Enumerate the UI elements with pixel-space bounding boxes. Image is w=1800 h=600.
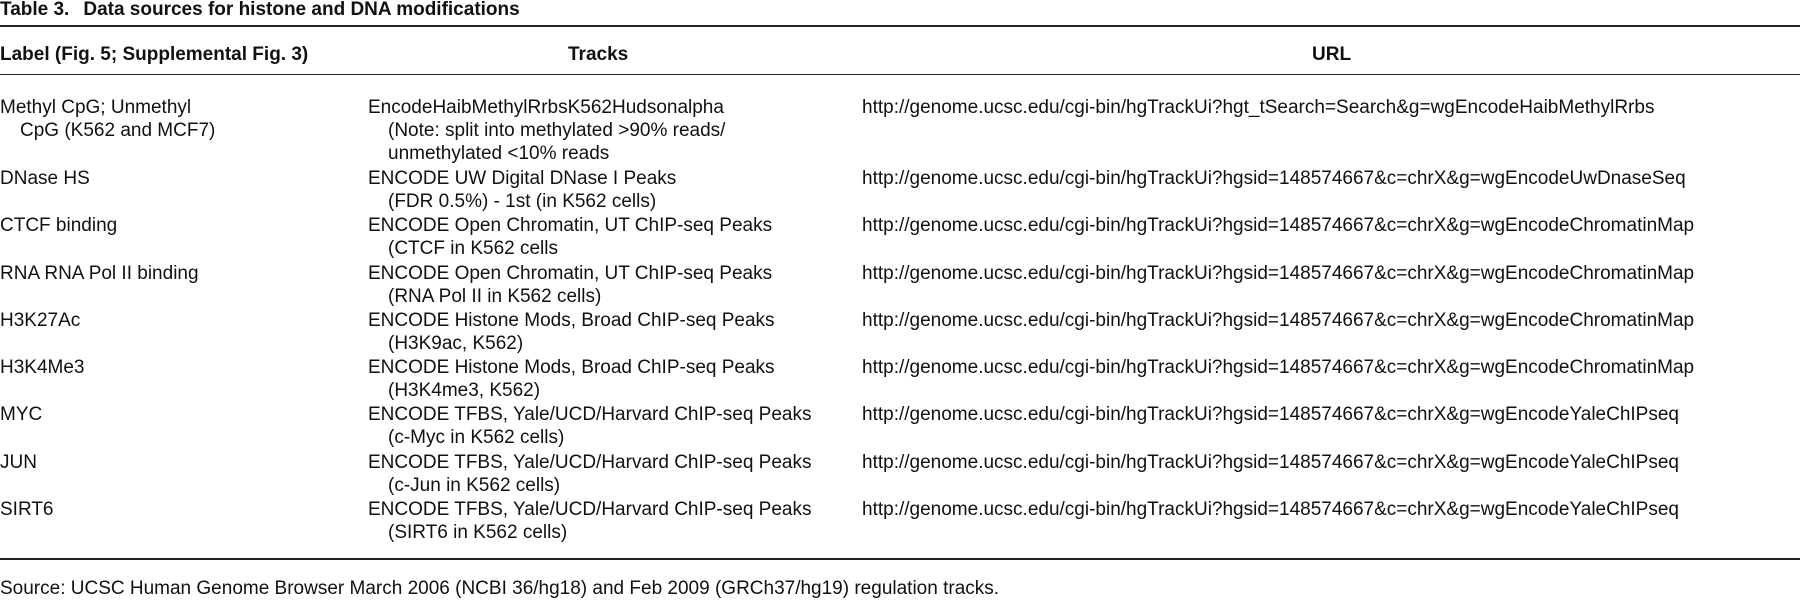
row-label-line: Methyl CpG; Unmethyl	[0, 97, 192, 118]
row-label	[0, 356, 350, 379]
row-tracks-line: (H3K4me3, K562)	[388, 380, 541, 402]
table-row	[0, 214, 1800, 261]
column-header-label: Label (Fig. 5; Supplemental Fig. 3)	[0, 44, 309, 65]
table-row	[0, 403, 1800, 450]
row-tracks	[368, 262, 848, 308]
row-tracks-line: ENCODE Histone Mods, Broad ChIP-seq Peaks	[368, 357, 775, 379]
source-note: Source: UCSC Human Genome Browser March 2006 (NCBI 36/hg18) and Feb 2009 (GRCh37/hg19) regulation tracks.	[0, 578, 1000, 599]
row-url-link[interactable]: http://genome.ucsc.edu/cgi-bin/hgTrackUi?hgsid=148574667&c=chrX&g=wgEncodeUwDnaseSeq	[862, 168, 1686, 189]
row-url-link[interactable]: http://genome.ucsc.edu/cgi-bin/hgTrackUi?hgsid=148574667&c=chrX&g=wgEncodeYaleChIPseq	[862, 451, 1679, 473]
table-row	[0, 309, 1800, 356]
table-number: Table 3.	[0, 0, 70, 20]
row-tracks-line: (CTCF in K562 cells	[388, 238, 558, 260]
row-tracks-line: ENCODE TFBS, Yale/UCD/Harvard ChIP-seq Peaks	[368, 451, 812, 473]
row-tracks	[368, 498, 848, 544]
row-tracks-line: ENCODE Open Chromatin, UT ChIP-seq Peaks	[368, 215, 773, 237]
table-body	[0, 96, 1800, 545]
row-tracks	[368, 451, 848, 497]
table-caption	[0, 0, 520, 20]
row-label	[0, 309, 350, 332]
row-tracks-line: ENCODE Open Chromatin, UT ChIP-seq Peaks	[368, 262, 773, 284]
row-tracks-line: (c-Jun in K562 cells)	[388, 474, 561, 496]
row-label	[0, 96, 350, 142]
row-label-line: SIRT6	[0, 499, 54, 521]
bottom-rule	[0, 558, 1800, 560]
column-header-url: URL	[1312, 44, 1352, 65]
row-tracks-line: ENCODE TFBS, Yale/UCD/Harvard ChIP-seq Peaks	[368, 499, 812, 521]
row-label	[0, 167, 350, 190]
top-rule	[0, 25, 1800, 27]
row-label-line: DNase HS	[0, 168, 90, 189]
row-label-line: JUN	[0, 451, 37, 473]
row-label	[0, 451, 350, 474]
row-label-line: RNA RNA Pol II binding	[0, 262, 199, 284]
table-row	[0, 498, 1800, 545]
row-label-line: CpG (K562 and MCF7)	[20, 120, 216, 141]
row-tracks-line: (Note: split into methylated >90% reads/	[388, 120, 726, 141]
row-tracks-line: ENCODE UW Digital DNase I Peaks	[368, 168, 677, 189]
row-label-line: H3K27Ac	[0, 309, 81, 331]
row-url-link[interactable]: http://genome.ucsc.edu/cgi-bin/hgTrackUi?hgsid=148574667&c=chrX&g=wgEncodeChromatinMap	[862, 357, 1695, 379]
row-url-link[interactable]: http://genome.ucsc.edu/cgi-bin/hgTrackUi?hgsid=148574667&c=chrX&g=wgEncodeChromatinMap	[862, 309, 1695, 331]
table-title: Data sources for histone and DNA modifications	[83, 0, 520, 20]
row-url-link[interactable]: http://genome.ucsc.edu/cgi-bin/hgTrackUi?hgsid=148574667&c=chrX&g=wgEncodeYaleChIPseq	[862, 499, 1679, 521]
row-tracks	[368, 403, 848, 449]
row-tracks-line: (H3K9ac, K562)	[388, 332, 524, 354]
header-rule	[0, 74, 1800, 75]
row-tracks	[368, 356, 848, 402]
row-tracks-line: ENCODE TFBS, Yale/UCD/Harvard ChIP-seq Peaks	[368, 404, 812, 426]
table-row	[0, 262, 1800, 309]
row-tracks-line: (FDR 0.5%) - 1st (in K562 cells)	[388, 191, 657, 212]
table-row	[0, 96, 1800, 167]
row-tracks	[368, 96, 848, 165]
row-tracks-line: (c-Myc in K562 cells)	[388, 427, 565, 449]
row-label	[0, 262, 350, 285]
column-header-tracks: Tracks	[568, 44, 629, 65]
row-label	[0, 498, 350, 521]
table-row	[0, 451, 1800, 498]
row-label-line: H3K4Me3	[0, 357, 85, 379]
row-url-link[interactable]: http://genome.ucsc.edu/cgi-bin/hgTrackUi?hgsid=148574667&c=chrX&g=wgEncodeChromatinMap	[862, 215, 1695, 237]
row-url-link[interactable]: http://genome.ucsc.edu/cgi-bin/hgTrackUi?hgt_tSearch=Search&g=wgEncodeHaibMethylRrbs	[862, 97, 1655, 118]
table-row	[0, 356, 1800, 403]
row-label-line: CTCF binding	[0, 215, 118, 237]
row-label	[0, 403, 350, 426]
row-label-line: MYC	[0, 404, 43, 426]
row-tracks	[368, 214, 848, 260]
row-url-link[interactable]: http://genome.ucsc.edu/cgi-bin/hgTrackUi?hgsid=148574667&c=chrX&g=wgEncodeChromatinMap	[862, 262, 1695, 284]
row-tracks-line: ENCODE Histone Mods, Broad ChIP-seq Peaks	[368, 309, 775, 331]
row-tracks-line: unmethylated <10% reads	[388, 143, 610, 164]
row-url-link[interactable]: http://genome.ucsc.edu/cgi-bin/hgTrackUi?hgsid=148574667&c=chrX&g=wgEncodeYaleChIPseq	[862, 404, 1679, 426]
row-tracks-line: (RNA Pol II in K562 cells)	[388, 285, 602, 307]
row-tracks-line: (SIRT6 in K562 cells)	[388, 522, 568, 544]
table-row	[0, 167, 1800, 214]
row-tracks-line: EncodeHaibMethylRrbsK562Hudsonalpha	[368, 97, 724, 118]
row-tracks	[368, 309, 848, 355]
row-tracks	[368, 167, 848, 213]
row-label	[0, 214, 350, 237]
